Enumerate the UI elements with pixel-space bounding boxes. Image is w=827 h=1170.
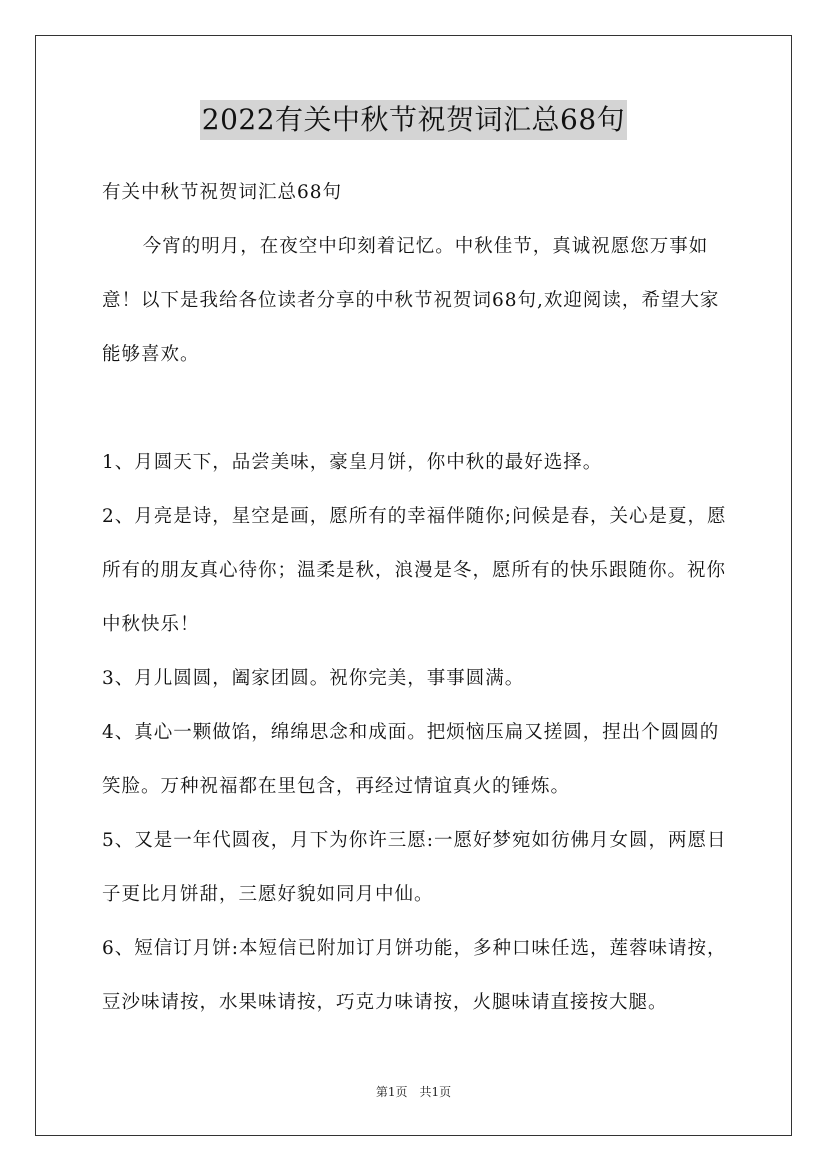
list-item: 2、月亮是诗，星空是画，愿所有的幸福伴随你;问候是春，关心是夏，愿所有的朋友真心待你；温柔是秋，浪漫是冬，愿所有的快乐跟随你。祝你中秋快乐！ [102,506,727,635]
list-item: 6、短信订月饼:本短信已附加订月饼功能，多种口味任选，莲蓉味请按，豆沙味请按，水果味请按，巧克力味请按，火腿味请直接按大腿。 [102,938,727,1013]
list-item: 1、月圆天下，品尝美味，豪皇月饼，你中秋的最好选择。 [102,452,603,473]
blank-line [102,382,732,436]
title-wrap [0,100,827,140]
document-title: 2022有关中秋节祝贺词汇总68句 [200,100,627,140]
list-item: 5、又是一年代圆夜，月下为你许三愿:一愿好梦宛如彷佛月女圆，两愿日子更比月饼甜，三愿好貌如同月中仙。 [102,830,727,905]
intro-paragraph: 今宵的明月，在夜空中印刻着记忆。中秋佳节，真诚祝愿您万事如意！以下是我给各位读者分享的中秋节祝贺词68句,欢迎阅读，希望大家能够喜欢。 [102,236,720,365]
page-number: 第1页 共1页 [375,1085,452,1099]
list-item: 4、真心一颗做馅，绵绵思念和成面。把烦恼压扁又搓圆，捏出个圆圆的笑脸。万种祝福都在里包含，再经过情谊真火的锤炼。 [102,722,720,797]
document-subtitle: 有关中秋节祝贺词汇总68句 [102,182,343,203]
list-item: 3、月儿圆圆，阖家团圆。祝你完美，事事圆满。 [102,668,525,689]
document-body [102,166,732,1030]
